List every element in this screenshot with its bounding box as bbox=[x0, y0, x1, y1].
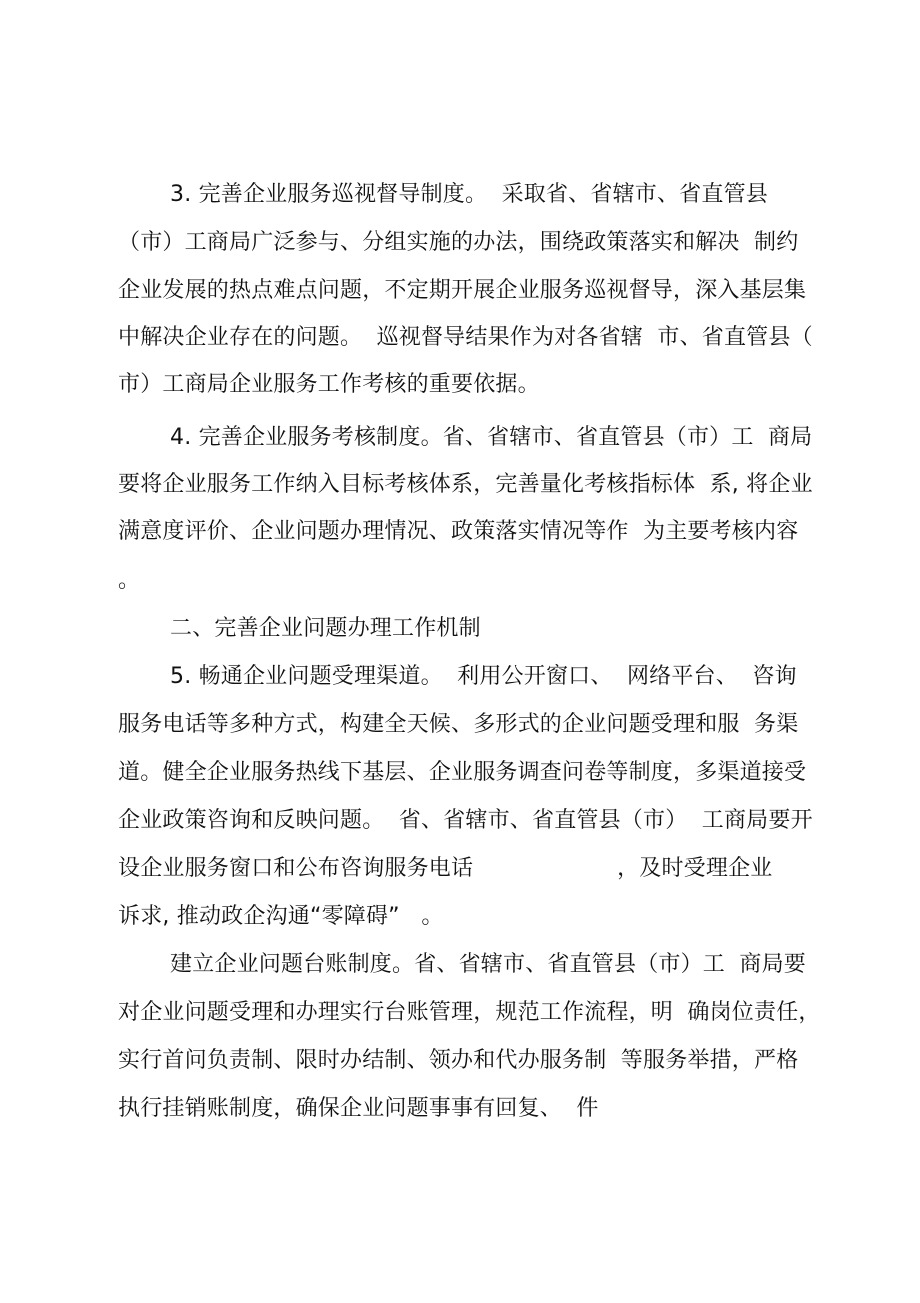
paragraph-4-line-4: 。 bbox=[118, 568, 141, 593]
paragraph-4-line-3: 满意度评价、企业问题办理情况、政策落实情况等作 为主要考核内容 bbox=[118, 519, 799, 544]
paragraph-3-line-4: 中解决企业存在的问题。 巡视督导结果作为对各省辖 市、省直管县（ bbox=[118, 325, 813, 350]
paragraph-6-line-1: 建立企业问题台账制度。省、省辖市、省直管县（市）工 商局要 bbox=[170, 952, 806, 977]
paragraph-6-line-4: 执行挂销账制度，确保企业问题事事有回复、 件 bbox=[118, 1096, 599, 1121]
paragraph-5-line-3: 道。健全企业服务热线下基层、企业服务调查问卷等制度，多渠道接受 bbox=[118, 760, 807, 785]
paragraph-6-line-2: 对企业问题受理和办理实行台账管理，规范工作流程，明 确岗位责任， bbox=[118, 1000, 821, 1025]
paragraph-5-line-1: 5. 畅通企业问题受理渠道。 利用公开窗口、 网络平台、 咨询 bbox=[170, 664, 797, 689]
paragraph-6-line-3: 实行首问负责制、限时办结制、领办和代办服务制 等服务举措，严格 bbox=[118, 1048, 799, 1073]
paragraph-3-line-3: 企业发展的热点难点问题，不定期开展企业服务巡视督导，深入基层集 bbox=[118, 278, 807, 303]
paragraph-5-line-6: 诉求, 推动政企沟通“零障碍” 。 bbox=[118, 904, 444, 929]
paragraph-5-line-4: 企业政策咨询和反映问题。 省、省辖市、省直管县（市） 工商局要开 bbox=[118, 808, 813, 833]
paragraph-4-line-2: 要将企业服务工作纳入目标考核体系，完善量化考核指标体 系, 将企业 bbox=[118, 472, 813, 497]
section-heading: 二、完善企业问题办理工作机制 bbox=[170, 616, 481, 641]
paragraph-3-line-5: 市）工商局企业服务工作考核的重要依据。 bbox=[118, 372, 540, 397]
paragraph-5-line-5: 设企业服务窗口和公布咨询服务电话 ，及时受理企业 bbox=[118, 856, 773, 881]
paragraph-4-line-1: 4. 完善企业服务考核制度。省、省辖市、省直管县（市）工 商局 bbox=[170, 425, 813, 450]
paragraph-3-line-1: 3. 完善企业服务巡视督导制度。 采取省、省辖市、省直管县 bbox=[170, 182, 768, 207]
paragraph-3-line-2: （市）工商局广泛参与、分组实施的办法，围绕政策落实和解决 制约 bbox=[118, 230, 799, 255]
paragraph-5-line-2: 服务电话等多种方式，构建全天候、多形式的企业问题受理和服 务渠 bbox=[118, 712, 799, 737]
